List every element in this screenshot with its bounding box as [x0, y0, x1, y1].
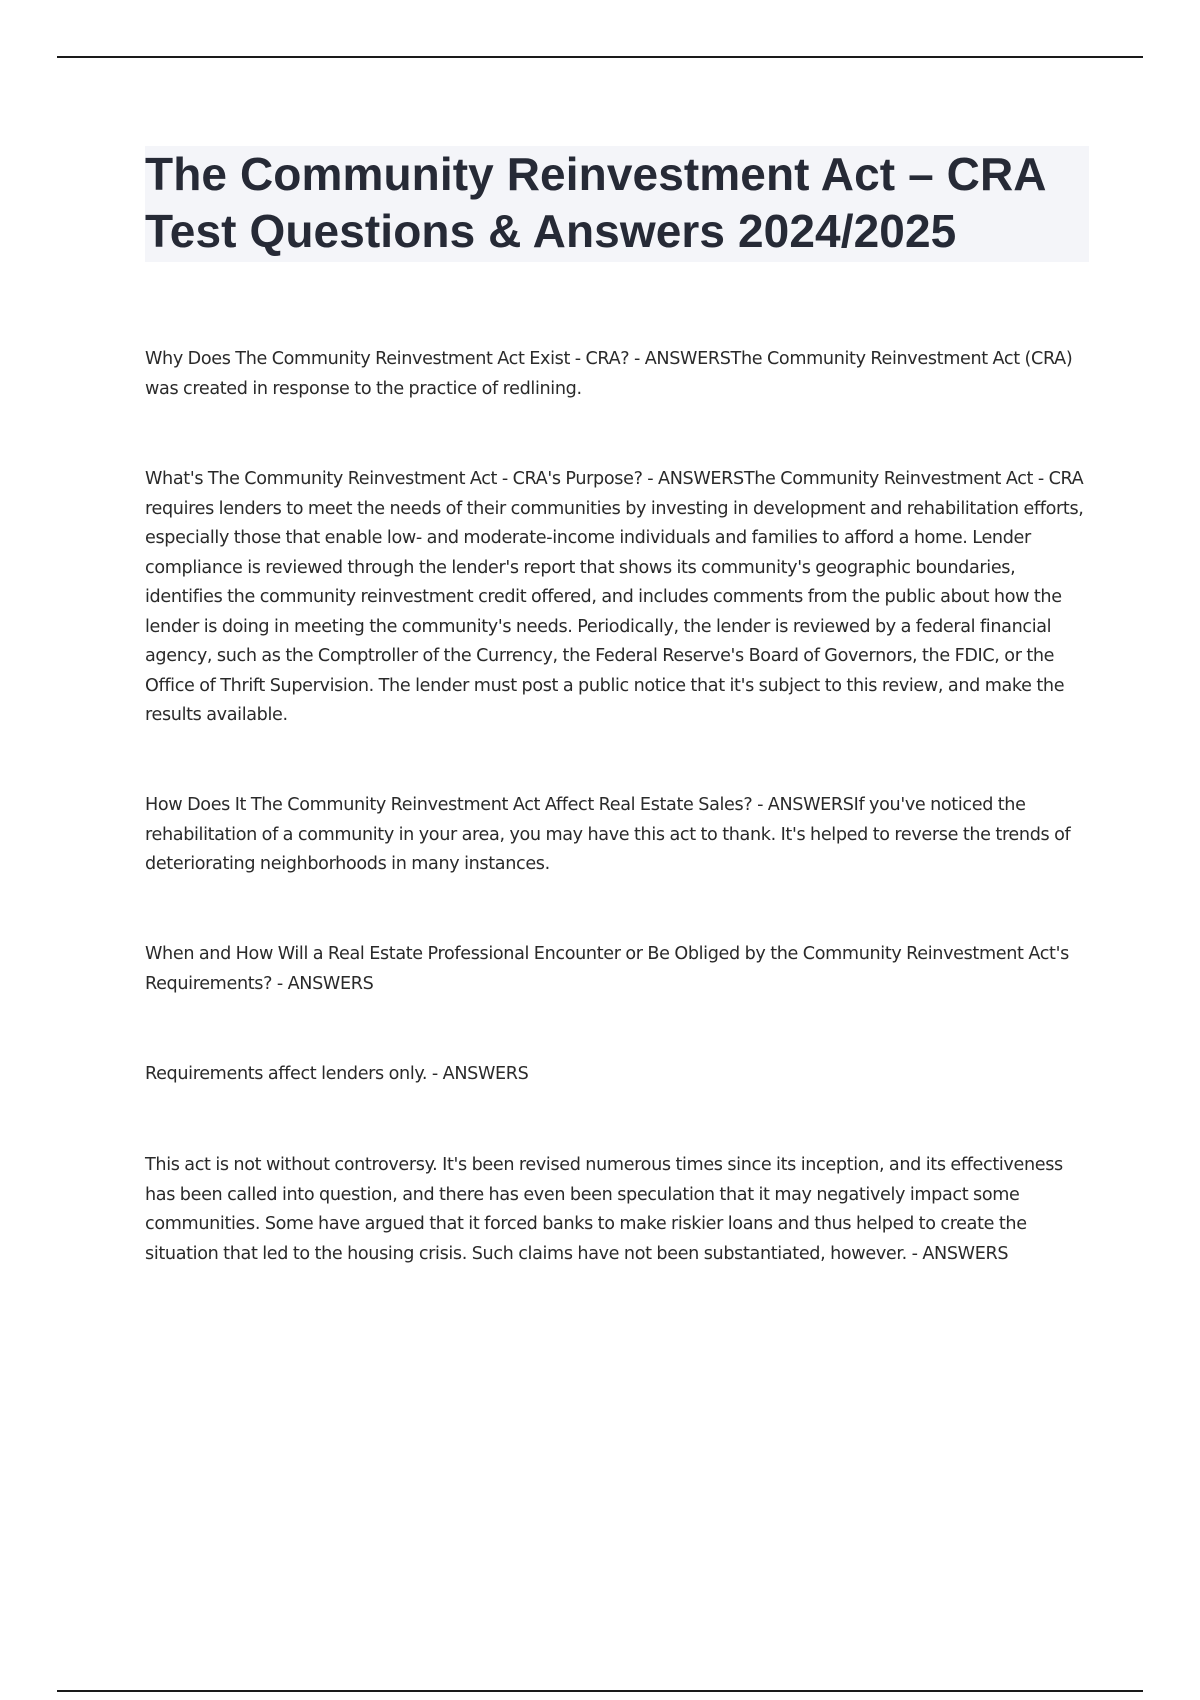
qa-entry-1: [145, 345, 1091, 404]
qa-entry-5: [145, 1060, 1091, 1090]
qa-entry-text: Why Does The Community Reinvestment Act Exist - CRA? - ANSWERSThe Community Reinvestment Act (CRA) was created in response to the practice of redlining.: [145, 349, 1073, 399]
qa-entry-text: Requirements affect lenders only. - ANSWERS: [145, 1064, 529, 1084]
qa-entry-3: [145, 791, 1091, 880]
footer-rule: [57, 1690, 1143, 1692]
qa-entry-text: What's The Community Reinvestment Act - CRA's Purpose? - ANSWERSThe Community Reinvestment Act - CRA requires lenders to meet the needs of their communities by investing in development and rehabilitation efforts, especially those that enable low- and moderate-income individuals and families to afford a home. Lender compliance is reviewed through the lender's report that shows its community's geographic boundaries, identifies the community reinvestment credit offered, and includes comments from the public about how the lender is doing in meeting the community's needs. Periodically, the lender is reviewed by a federal financial agency, such as the Comptroller of the Currency, the Federal Reserve's Board of Governors, the FDIC, or the Office of Thrift Supervision. The lender must post a public notice that it's subject to this review, and make the results available.: [145, 469, 1084, 725]
title-block: [145, 146, 1089, 262]
page-title-line-2: Test Questions & Answers 2024/2025: [145, 205, 957, 257]
qa-entry-text: When and How Will a Real Estate Professional Encounter or Be Obliged by the Community Reinvestment Act's Requirements? - ANSWERS: [145, 944, 1069, 994]
qa-entry-6: [145, 1151, 1091, 1269]
qa-entry-text: This act is not without controversy. It's been revised numerous times since its inception, and its effectiveness has been called into question, and there has even been speculation that it may negatively impact some communities. Some have argued that it forced banks to make riskier loans and thus helped to create the situation that led to the housing crisis. Such claims have not been substantiated, however. - ANSWERS: [145, 1155, 1063, 1264]
qa-entry-text: How Does It The Community Reinvestment Act Affect Real Estate Sales? - ANSWERSIf you've noticed the rehabilitation of a community in your area, you may have this act to thank. It's helped to reverse the trends of deteriorating neighborhoods in many instances.: [145, 795, 1071, 874]
header-rule: [57, 56, 1143, 58]
page-title-line-1: The Community Reinvestment Act – CRA: [145, 148, 1047, 200]
page-title: [145, 146, 1089, 260]
qa-entry-4: [145, 940, 1091, 999]
qa-entry-2: [145, 465, 1091, 731]
